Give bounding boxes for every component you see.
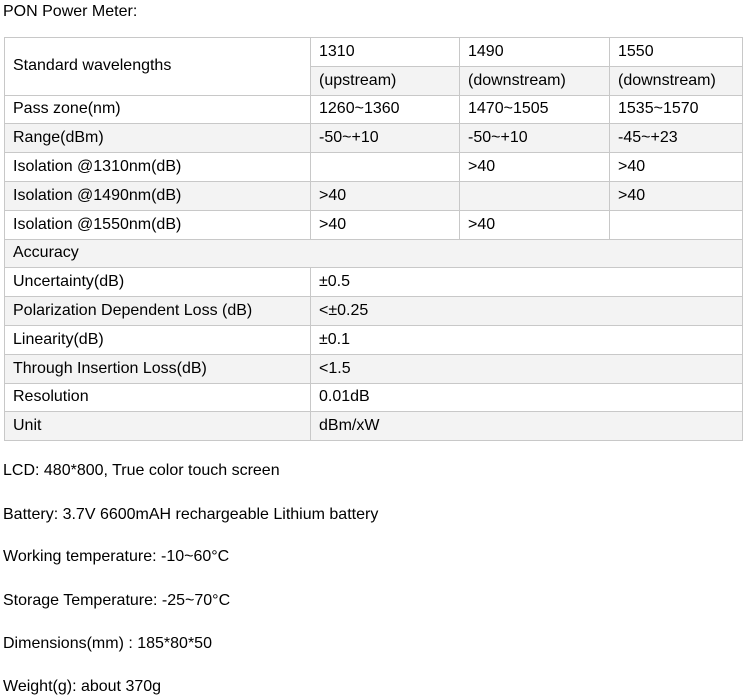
wavelength-cell: 1490 bbox=[460, 38, 610, 67]
value-cell: 1260~1360 bbox=[311, 95, 460, 124]
row-label: Uncertainty(dB) bbox=[5, 268, 311, 297]
value-cell: -50~+10 bbox=[311, 124, 460, 153]
table-row bbox=[5, 412, 743, 441]
table-row bbox=[5, 210, 743, 239]
spec-lcd: LCD: 480*800, True color touch screen bbox=[3, 462, 280, 479]
value-cell: >40 bbox=[311, 210, 460, 239]
table-row bbox=[5, 153, 743, 182]
table-row bbox=[5, 95, 743, 124]
table-row bbox=[5, 268, 743, 297]
wavelength-cell: 1310 bbox=[311, 38, 460, 67]
section-label: Accuracy bbox=[5, 239, 743, 268]
spec-weight: Weight(g): about 370g bbox=[3, 678, 162, 695]
value-cell: 1470~1505 bbox=[460, 95, 610, 124]
direction-cell: (downstream) bbox=[460, 66, 610, 95]
value-cell: ±0.1 bbox=[311, 325, 743, 354]
value-cell: 0.01dB bbox=[311, 383, 743, 412]
value-cell: >40 bbox=[311, 181, 460, 210]
table-row bbox=[5, 354, 743, 383]
direction-cell: (downstream) bbox=[610, 66, 743, 95]
table-row bbox=[5, 124, 743, 153]
value-cell bbox=[610, 210, 743, 239]
table-row bbox=[5, 38, 743, 67]
row-label: Isolation @1550nm(dB) bbox=[5, 210, 311, 239]
wavelength-cell: 1550 bbox=[610, 38, 743, 67]
spec-dimensions: Dimensions(mm) : 185*80*50 bbox=[3, 635, 212, 652]
header-label: Standard wavelengths bbox=[5, 38, 311, 96]
table-row bbox=[5, 181, 743, 210]
row-label: Range(dBm) bbox=[5, 124, 311, 153]
value-cell bbox=[311, 153, 460, 182]
row-label: Through Insertion Loss(dB) bbox=[5, 354, 311, 383]
value-cell: >40 bbox=[460, 210, 610, 239]
spec-table bbox=[4, 37, 743, 441]
value-cell: 1535~1570 bbox=[610, 95, 743, 124]
row-label: Linearity(dB) bbox=[5, 325, 311, 354]
value-cell: <1.5 bbox=[311, 354, 743, 383]
value-cell bbox=[460, 181, 610, 210]
row-label: Polarization Dependent Loss (dB) bbox=[5, 297, 311, 326]
table-row bbox=[5, 383, 743, 412]
table-row bbox=[5, 297, 743, 326]
value-cell: -50~+10 bbox=[460, 124, 610, 153]
table-row bbox=[5, 325, 743, 354]
spec-storage-temperature: Storage Temperature: -25~70°C bbox=[3, 592, 231, 609]
value-cell: >40 bbox=[610, 181, 743, 210]
value-cell: ±0.5 bbox=[311, 268, 743, 297]
spec-working-temperature: Working temperature: -10~60°C bbox=[3, 548, 230, 565]
value-cell: -45~+23 bbox=[610, 124, 743, 153]
row-label: Isolation @1310nm(dB) bbox=[5, 153, 311, 182]
row-label: Isolation @1490nm(dB) bbox=[5, 181, 311, 210]
direction-cell: (upstream) bbox=[311, 66, 460, 95]
value-cell: >40 bbox=[610, 153, 743, 182]
page-title: PON Power Meter: bbox=[3, 3, 138, 20]
table-row bbox=[5, 239, 743, 268]
spec-battery: Battery: 3.7V 6600mAH rechargeable Lithium battery bbox=[3, 506, 379, 523]
value-cell: dBm/xW bbox=[311, 412, 743, 441]
row-label: Pass zone(nm) bbox=[5, 95, 311, 124]
value-cell: >40 bbox=[460, 153, 610, 182]
row-label: Unit bbox=[5, 412, 311, 441]
value-cell: <±0.25 bbox=[311, 297, 743, 326]
row-label: Resolution bbox=[5, 383, 311, 412]
